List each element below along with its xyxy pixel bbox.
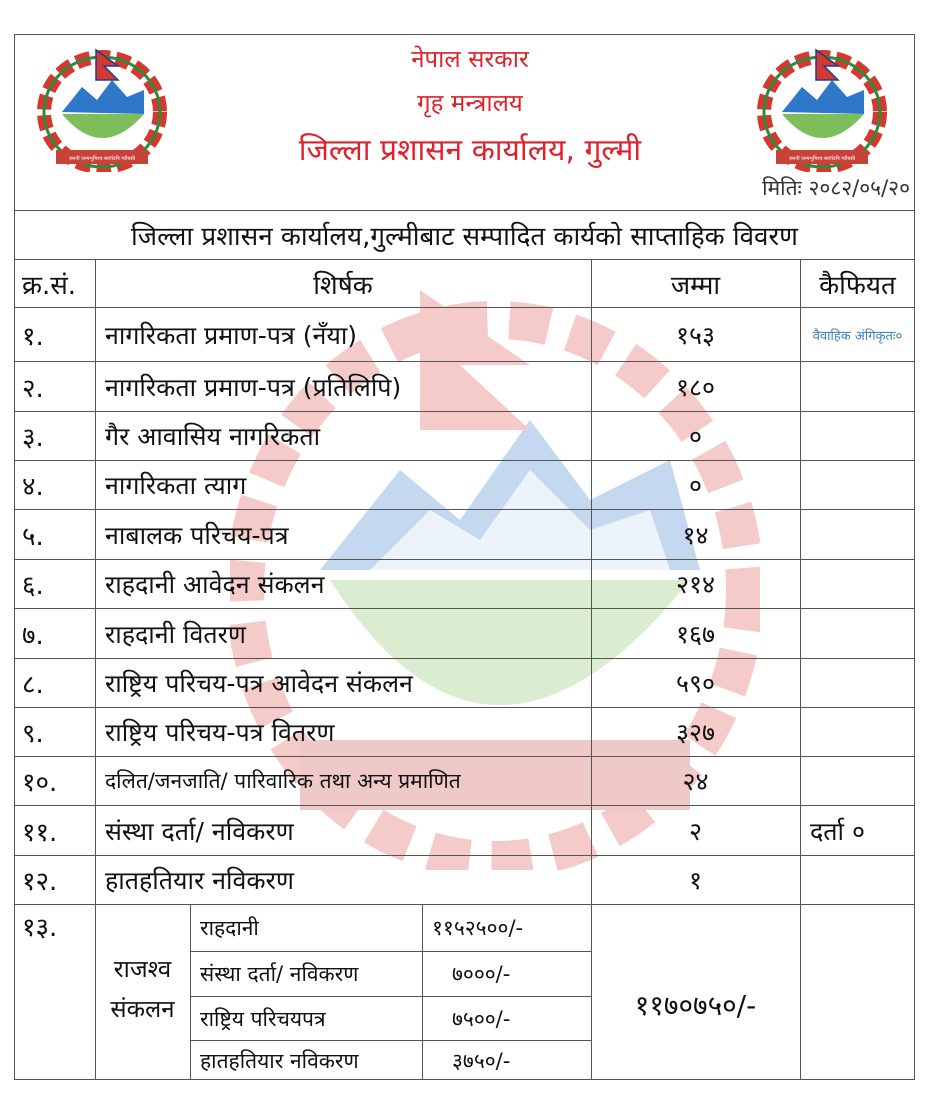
revenue-item-name: राष्ट्रिय परिचयपत्र <box>200 1006 326 1031</box>
revenue-item-name: हातहतियार नविकरण <box>200 1048 359 1073</box>
row-title: राहदानी वितरण <box>105 619 246 649</box>
row-title: राष्ट्रिय परिचय-पत्र वितरण <box>105 718 335 747</box>
column-header-total: जम्मा <box>670 270 721 301</box>
row-total: १६७ <box>675 619 715 649</box>
row-sn: १. <box>22 321 44 352</box>
row-total: १८० <box>675 372 715 402</box>
column-header-remarks: कैफियत <box>819 270 896 301</box>
row-sn: ४. <box>22 472 44 502</box>
row-remark: वैवाहिक अंगिकृतः० <box>812 328 903 344</box>
revenue-label: राजश्व <box>113 954 172 983</box>
row-total: २४ <box>682 767 709 796</box>
row-sn: ७. <box>22 620 44 651</box>
revenue-item-name: संस्था दर्ता/ नविकरण <box>200 962 359 986</box>
row-sn: ११. <box>22 817 58 848</box>
row-total: १४ <box>682 520 709 550</box>
row-total: ० <box>688 422 702 451</box>
row-title: दलित/जनजाति/ पारिवारिक तथा अन्य प्रमाणित <box>105 769 461 793</box>
emblem-motto: जननी जन्मभूमिश्च स्वर्गादपि गरीयसी <box>788 156 856 162</box>
row-total: २१४ <box>675 570 715 599</box>
row-title: राष्ट्रिय परिचय-पत्र आवेदन संकलन <box>105 669 413 698</box>
row-total: १ <box>688 866 702 895</box>
row-sn: २. <box>22 373 44 404</box>
row-sn: ५. <box>22 521 44 552</box>
revenue-item-amount: ७५००/- <box>452 1006 511 1031</box>
row-sn: १३. <box>22 913 58 943</box>
revenue-total: ११७०७५०/- <box>634 989 757 1022</box>
row-title: नागरिकता प्रमाण-पत्र (नँया) <box>105 320 358 350</box>
revenue-label: संकलन <box>110 994 175 1023</box>
revenue-item-amount: ७०००/- <box>452 962 511 986</box>
row-sn: १०. <box>22 768 58 798</box>
row-sn: ३. <box>22 423 44 453</box>
row-total: १५३ <box>675 320 715 350</box>
report-title: जिल्ला प्रशासन कार्यालय,गुल्मीबाट सम्पादित कार्यको साप्ताहिक विवरण <box>131 222 798 252</box>
column-header-title: शिर्षक <box>313 270 373 301</box>
emblem-motto: जननी जन्मभूमिश्च स्वर्गादपि गरीयसी <box>68 156 136 162</box>
divider <box>800 259 801 1080</box>
row-sn: ८. <box>22 670 44 700</box>
row-title: गैर आवासिय नागरिकता <box>105 422 321 451</box>
row-title: नागरिकता प्रमाण-पत्र (प्रतिलिपि) <box>105 372 402 402</box>
row-title: हातहतियार नविकरण <box>105 866 294 895</box>
revenue-item-amount: ३७५०/- <box>452 1048 511 1073</box>
office-name: जिल्ला प्रशासन कार्यालय, गुल्मी <box>298 133 642 168</box>
report-date: मितिः २०८२/०५/२० <box>762 176 910 200</box>
row-total: ० <box>688 471 702 500</box>
row-total: ५९० <box>675 669 715 698</box>
row-sn: ९. <box>22 719 44 749</box>
ministry-name: गृह मन्त्रालय <box>417 89 523 117</box>
revenue-item-amount: ११५२५००/- <box>432 916 524 940</box>
row-sn: ६. <box>22 571 44 601</box>
row-title: नागरिकता त्याग <box>105 471 247 500</box>
revenue-item-name: राहदानी <box>200 916 259 940</box>
row-remark: दर्ता ० <box>810 816 865 846</box>
row-total: २ <box>688 816 702 846</box>
row-title: राहदानी आवेदन संकलन <box>105 570 325 599</box>
row-title: नाबालक परिचय-पत्र <box>105 520 289 550</box>
government-name: नेपाल सरकार <box>411 45 529 73</box>
row-total: ३२७ <box>675 718 715 747</box>
column-header-sn: क्र.सं. <box>22 270 77 301</box>
row-title: संस्था दर्ता/ नविकरण <box>105 816 294 846</box>
row-sn: १२. <box>22 867 58 897</box>
